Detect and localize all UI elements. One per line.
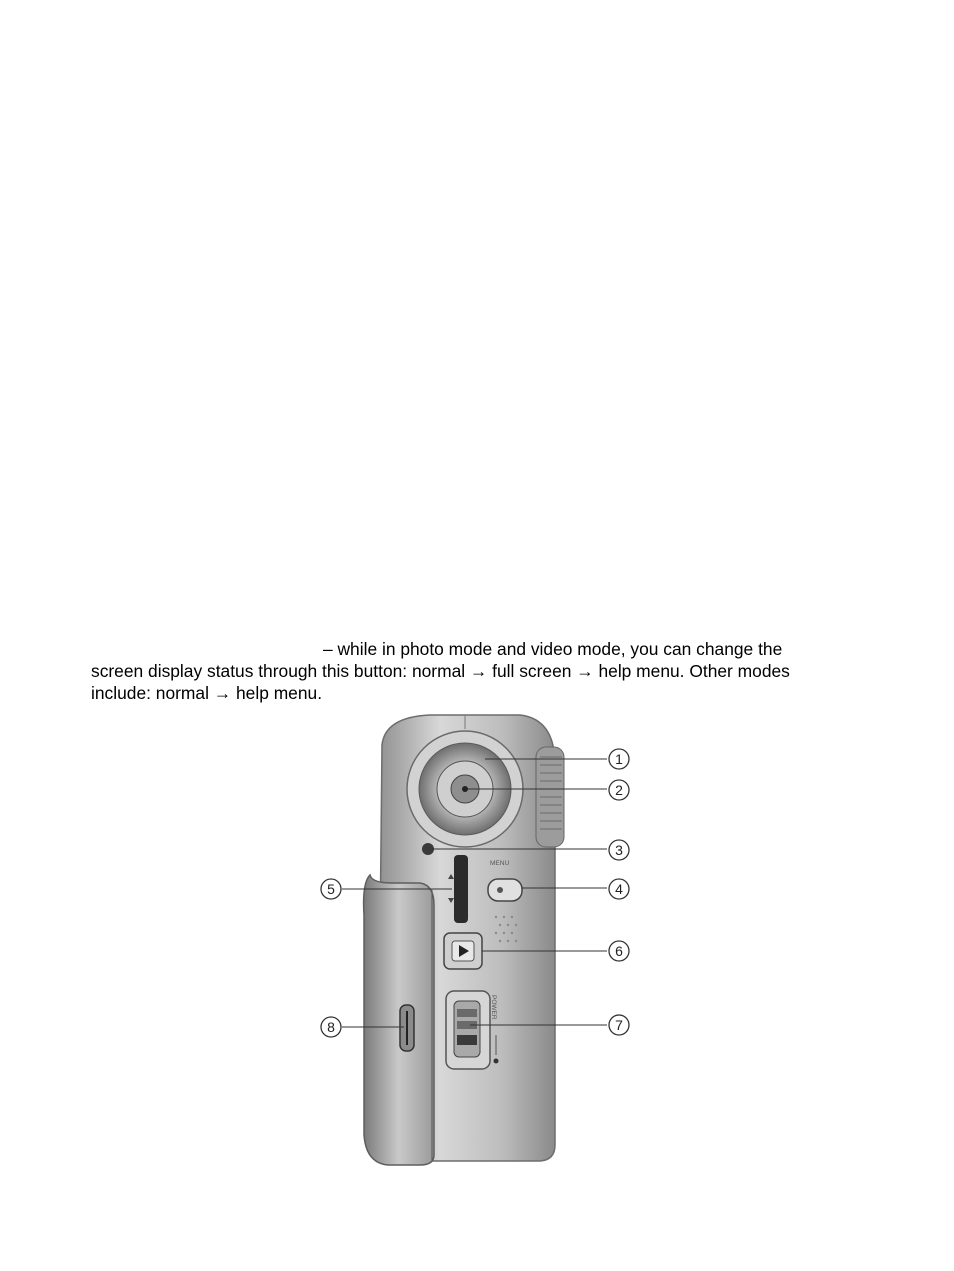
callout-4 bbox=[609, 879, 629, 899]
svg-text:3: 3 bbox=[615, 842, 623, 858]
svg-text:4: 4 bbox=[615, 881, 623, 897]
lcd-panel bbox=[364, 875, 434, 1165]
svg-text:8: 8 bbox=[327, 1019, 335, 1035]
svg-text:6: 6 bbox=[615, 943, 623, 959]
paragraph-line-3: include: normal → help menu. bbox=[91, 683, 323, 703]
svg-text:7: 7 bbox=[615, 1017, 623, 1033]
callout-8 bbox=[321, 1017, 341, 1037]
callout-7 bbox=[609, 1015, 629, 1035]
menu-body-label: MENU bbox=[490, 860, 510, 867]
callout-3 bbox=[609, 840, 629, 860]
camera-illustration bbox=[300, 705, 660, 1175]
power-body-label: POWER bbox=[490, 995, 497, 1020]
playback-button bbox=[444, 933, 482, 969]
power-switch bbox=[446, 991, 499, 1069]
description-paragraph bbox=[91, 638, 881, 704]
callout-1 bbox=[609, 749, 629, 769]
callout-2 bbox=[609, 780, 629, 800]
paragraph-line-1: – while in photo mode and video mode, you can change the bbox=[323, 639, 783, 659]
callout-5 bbox=[321, 879, 341, 899]
svg-text:1: 1 bbox=[615, 751, 623, 767]
callout-6 bbox=[609, 941, 629, 961]
camera-side-view-figure bbox=[300, 705, 660, 1175]
svg-text:2: 2 bbox=[615, 782, 623, 798]
strap-slot bbox=[400, 1005, 414, 1051]
svg-text:5: 5 bbox=[327, 881, 335, 897]
paragraph-line-2: screen display status through this button: normal → full screen → help menu. Other modes bbox=[91, 661, 790, 681]
